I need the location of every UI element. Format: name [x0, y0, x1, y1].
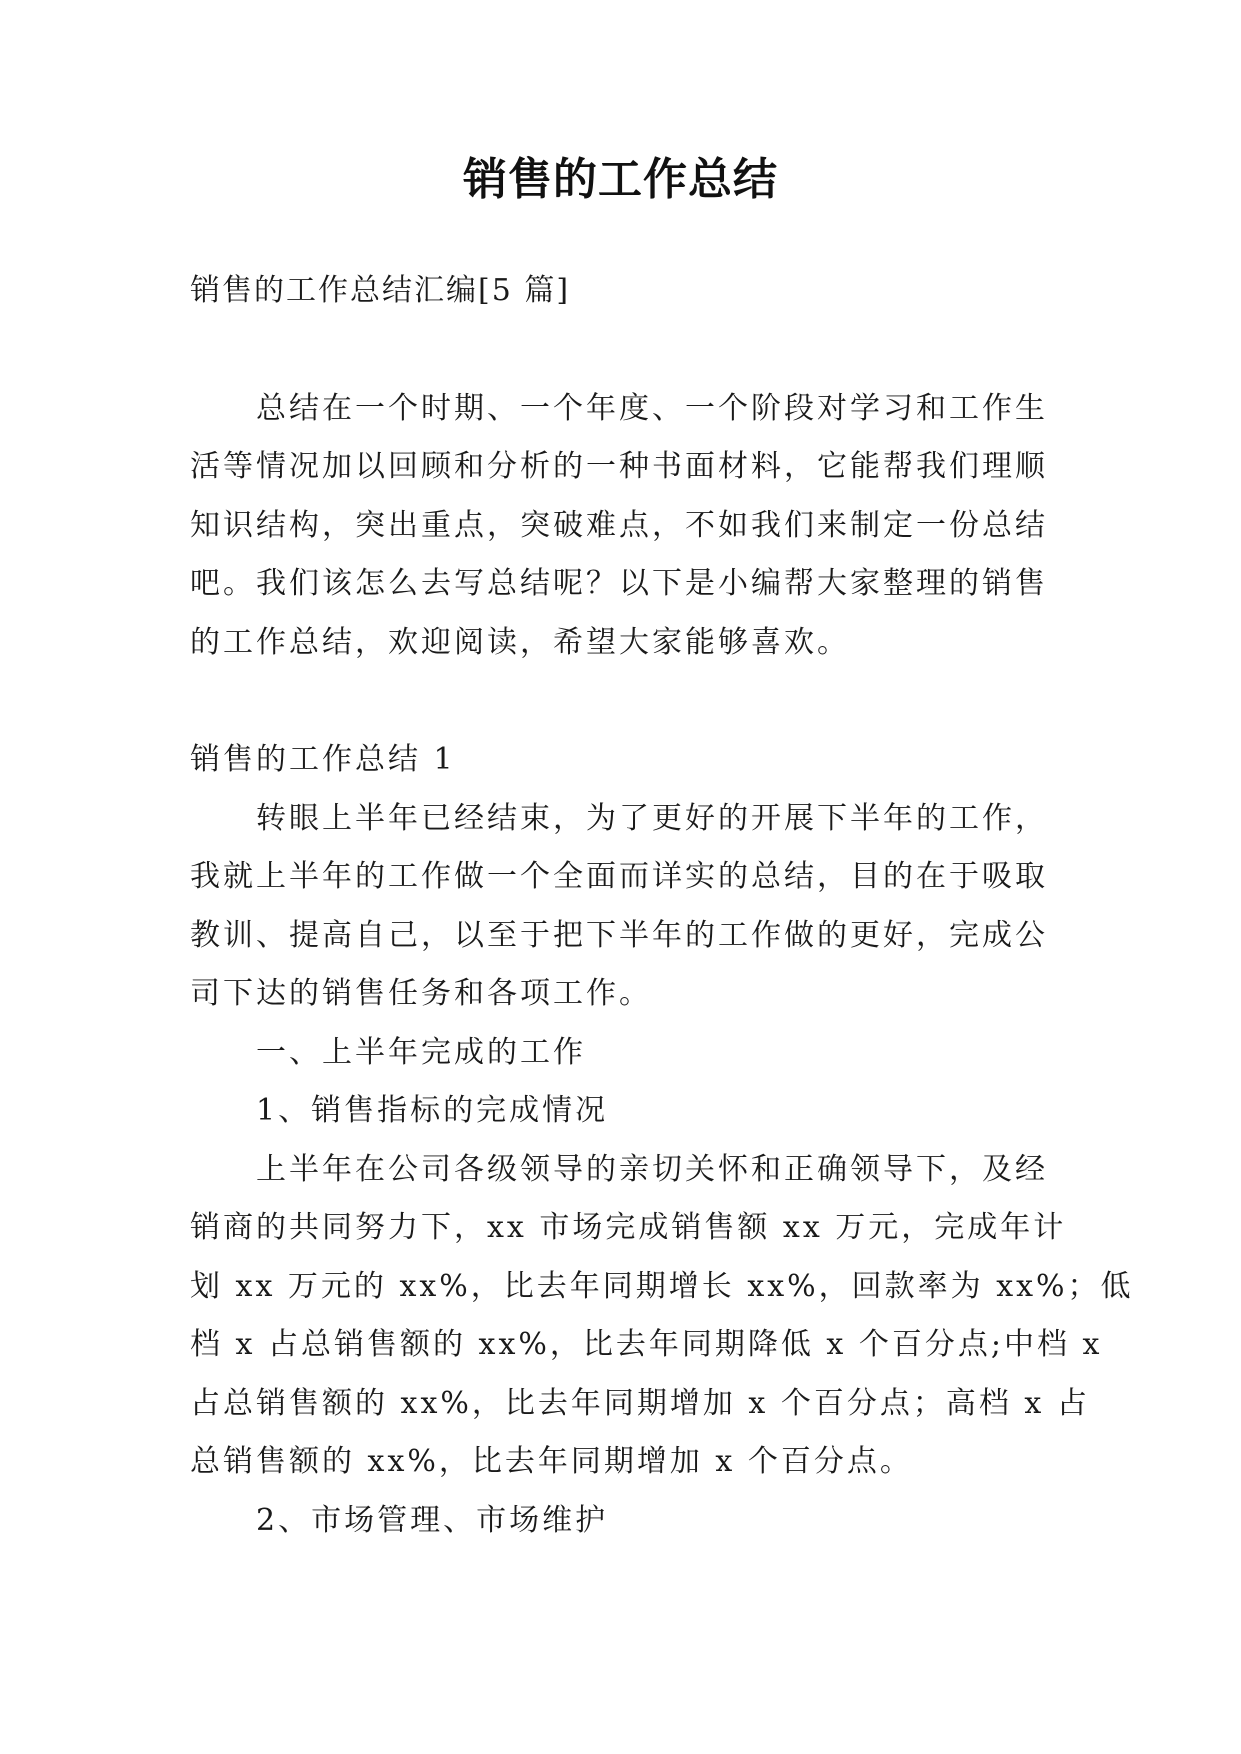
intro-line: 总结在一个时期、一个年度、一个阶段对学习和工作生 [256, 390, 1048, 426]
paragraph-line: 我就上半年的工作做一个全面而详实的总结，目的在于吸取 [190, 859, 1048, 894]
heading-level-2: 2、市场管理、市场维护 [256, 1502, 609, 1538]
paragraph-line: 总销售额的 xx%，比去年同期增加 x 个百分点。 [190, 1444, 913, 1479]
document-title: 销售的工作总结 [463, 154, 778, 205]
intro-paragraph [190, 380, 1050, 673]
intro-line: 知识结构，突出重点，突破难点，不如我们来制定一份总结 [190, 507, 1048, 543]
paragraph-line: 司下达的销售任务和各项工作。 [190, 976, 652, 1011]
paragraph-line: 教训、提高自己，以至于把下半年的工作做的更好，完成公 [190, 917, 1048, 953]
document-body [190, 262, 1134, 1550]
intro-line: 的工作总结，欢迎阅读，希望大家能够喜欢。 [190, 624, 850, 660]
paragraph-line: 划 xx 万元的 xx%，比去年同期增长 xx%，回款率为 xx%；低 [190, 1268, 1134, 1304]
document-subtitle: 销售的工作总结汇编[5 篇] [190, 273, 571, 308]
paragraph-line: 上半年在公司各级领导的亲切关怀和正确领导下，及经 [256, 1151, 1048, 1187]
intro-line: 吧。我们该怎么去写总结呢？以下是小编帮大家整理的销售 [190, 566, 1048, 601]
intro-line: 活等情况加以回顾和分析的一种书面材料，它能帮我们理顺 [190, 449, 1048, 484]
section-heading: 销售的工作总结 1 [190, 742, 456, 777]
paragraph-line: 档 x 占总销售额的 xx%，比去年同期降低 x 个百分点;中档 x [190, 1327, 1103, 1362]
paragraph-1 [190, 790, 1050, 1024]
paragraph-2 [190, 1141, 1134, 1492]
paragraph-line: 销商的共同努力下，xx 市场完成销售额 xx 万元，完成年计 [190, 1210, 1067, 1245]
paragraph-line: 转眼上半年已经结束，为了更好的开展下半年的工作， [256, 800, 1048, 836]
heading-level-2: 1、销售指标的完成情况 [256, 1093, 609, 1128]
heading-level-1: 一、上半年完成的工作 [256, 1034, 586, 1070]
paragraph-line: 占总销售额的 xx%，比去年同期增加 x 个百分点；高档 x 占 [190, 1385, 1090, 1421]
